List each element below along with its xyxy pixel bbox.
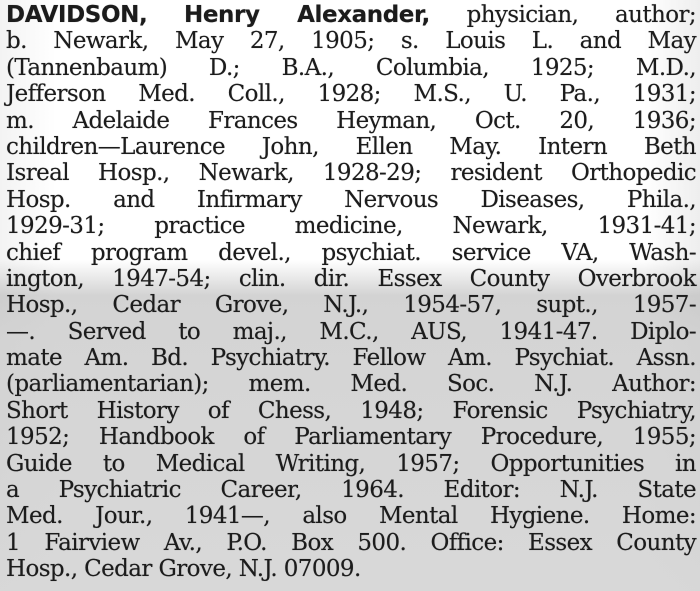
entry-line-21: 1 Fairview Av., P.O. Box 500. Office: Essex County: [6, 529, 696, 556]
entry-line-4: Jefferson Med. Coll., 1928; M.S., U. Pa., 1931;: [6, 81, 696, 108]
entry-surname: DAVIDSON,: [6, 2, 148, 28]
entry-line-15: (parliamentarian); mem. Med. Soc. N.J. Author:: [6, 371, 696, 398]
entry-given-names: Henry Alexander,: [183, 2, 430, 28]
entry-line-20: Med. Jour., 1941—, also Mental Hygiene. Home:: [6, 503, 696, 530]
entry-line-14: mate Am. Bd. Psychiatry. Fellow Am. Psychiat. Assn.: [6, 345, 696, 372]
entry-line-8: Hosp. and Infirmary Nervous Diseases, Phila.,: [6, 186, 696, 213]
entry-line-3: (Tannenbaum) D.; B.A., Columbia, 1925; M.D.,: [6, 54, 696, 81]
entry-line-12: Hosp., Cedar Grove, N.J., 1954-57, supt., 1957-: [6, 292, 696, 319]
entry-line-16: Short History of Chess, 1948; Forensic Psychiatry,: [6, 397, 696, 424]
entry-line-13: —. Served to maj., M.C., AUS, 1941-47. Diplo-: [6, 318, 696, 345]
entry-line-17: 1952; Handbook of Parliamentary Procedure, 1955;: [6, 424, 696, 451]
entry-line-10: chief program devel., psychiat. service VA, Wash-: [6, 239, 696, 266]
entry-line-text: physician, author;: [466, 2, 696, 28]
entry-line-11: ington, 1947-54; clin. dir. Essex County Overbrook: [6, 265, 696, 292]
entry-line-5: m. Adelaide Frances Heyman, Oct. 20, 1936;: [6, 107, 696, 134]
entry-line-2: b. Newark, May 27, 1905; s. Louis L. and May: [6, 28, 696, 55]
entry-line-22: Hosp., Cedar Grove, N.J. 07009.: [6, 556, 361, 583]
entry-line-9: 1929-31; practice medicine, Newark, 1931-41;: [6, 213, 696, 240]
entry-line-1: [6, 2, 696, 28]
entry-line-19: a Psychiatric Career, 1964. Editor: N.J. State: [6, 477, 696, 504]
entry-line-6: children—Laurence John, Ellen May. Intern Beth: [6, 133, 696, 160]
entry-line-18: Guide to Medical Writing, 1957; Opportunities in: [6, 450, 696, 477]
entry-line-7: Isreal Hosp., Newark, 1928-29; resident Orthopedic: [6, 160, 696, 187]
biographical-entry: [6, 2, 696, 583]
